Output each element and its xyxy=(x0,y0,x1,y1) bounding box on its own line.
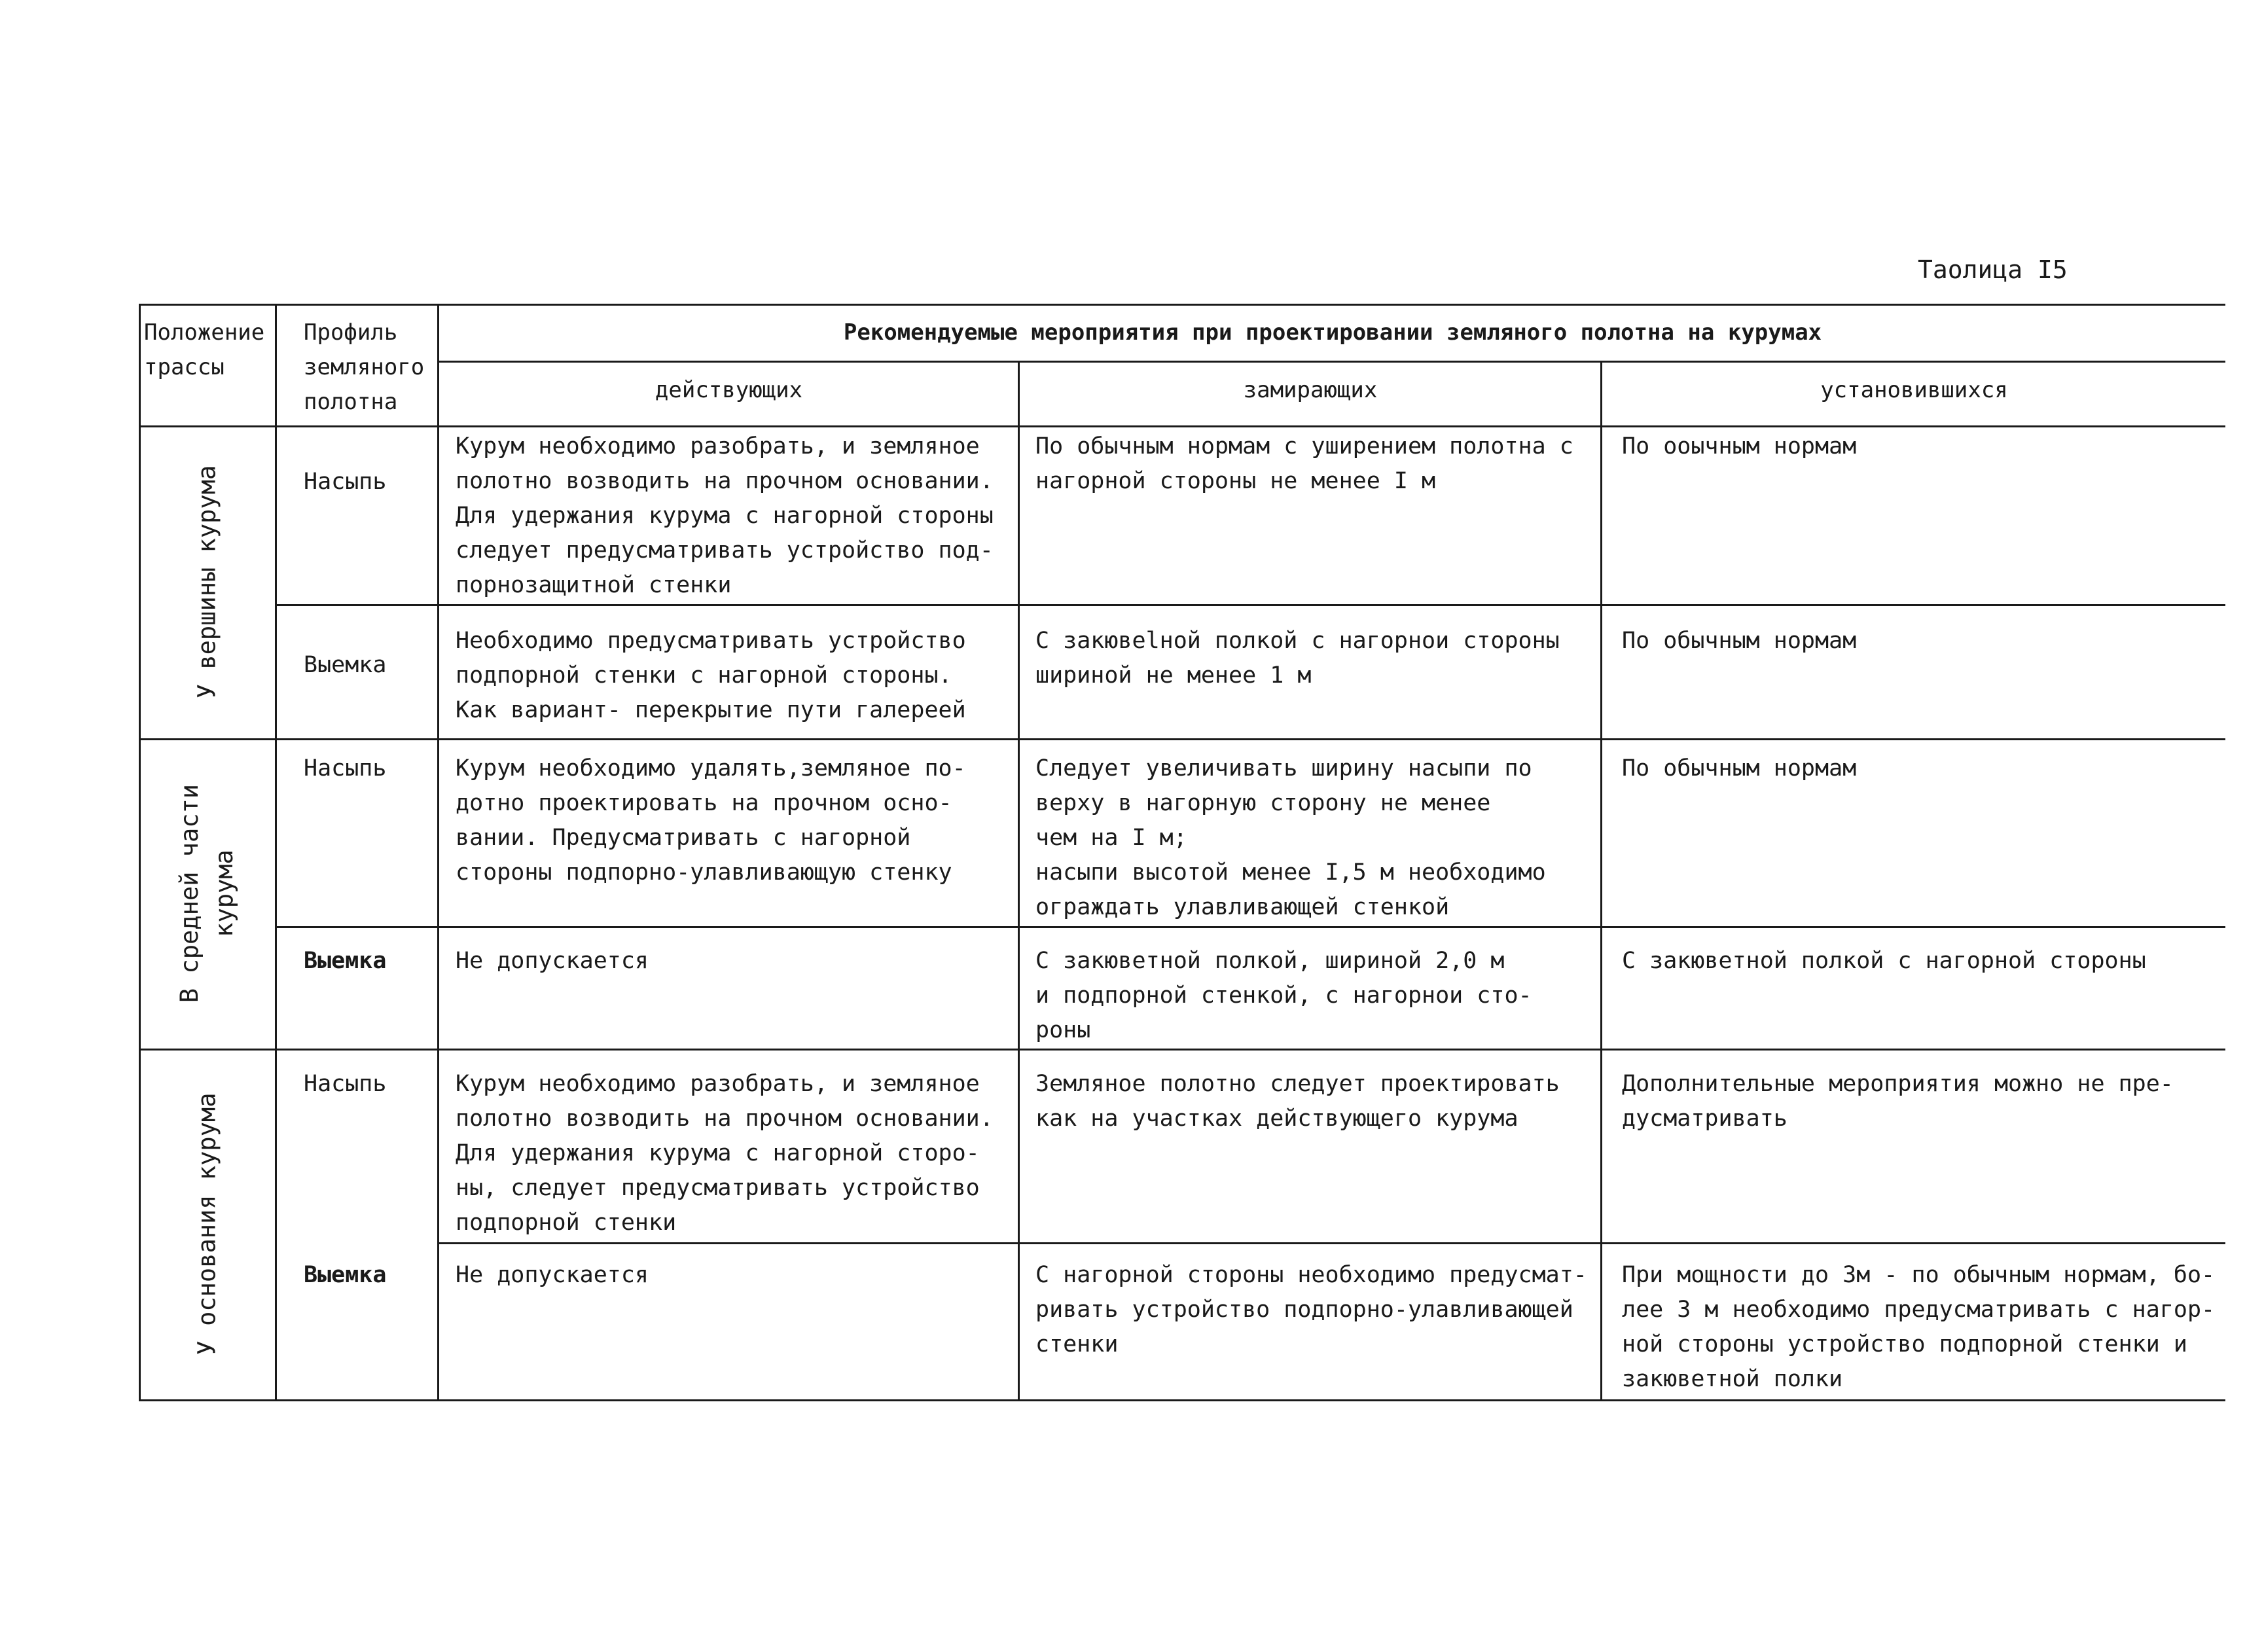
row5-profile: Насыпь xyxy=(304,1071,387,1097)
table-left-rule xyxy=(139,304,141,1401)
row2-settled: По обычным нормам xyxy=(1622,628,1857,654)
active-fading-divider xyxy=(1018,361,1020,1401)
row1-bottom-rule xyxy=(275,604,2225,606)
row3-active: Курум необходимо удалять,земляное по- дотно проектировать на прочном осно- вании. Предусматривать с нагорной стороны подпорно-улавливающую стенку xyxy=(456,755,966,886)
position-profile-divider xyxy=(275,304,277,1401)
subheader-settled: установившихся xyxy=(1820,377,2008,403)
row1-profile: Насыпь xyxy=(304,469,387,495)
row6-settled: При мощности до 3м - по обычным нормам, бо- лее 3 м необходимо предусматривать с нагор- ной стороны устройство подпорной стенки и закюветной полки xyxy=(1622,1262,2216,1392)
group2-bottom-rule xyxy=(139,1049,2225,1050)
row3-settled: По обычным нормам xyxy=(1622,755,1857,781)
row5-bottom-rule xyxy=(437,1242,2225,1244)
row6-profile: Выемка xyxy=(304,1262,387,1288)
row6-active: Не допускается xyxy=(456,1262,649,1288)
row5-active: Курум необходимо разобрать, и земляное полотно возводить на прочном основании. Для удержания курума с нагорной сторо- ны, следует предусматривать устройство подпорной стенки xyxy=(456,1071,994,1236)
row4-settled: С закюветной полкой с нагорной стороны xyxy=(1622,948,2146,974)
row4-profile: Выемка xyxy=(304,948,387,974)
row3-fading: Следует увеличивать ширину насыпи по верху в нагорную сторону не менее чем на I м; насыпи высотой менее I,5 м необходимо ограждать улавливающей стенкой xyxy=(1035,755,1546,920)
fading-settled-divider xyxy=(1600,361,1602,1401)
header-recommended-measures: Рекомендуемые мероприятия при проектировании земляного полотна на курумах xyxy=(843,319,1822,346)
subheader-fading: замирающих xyxy=(1243,377,1378,403)
row2-fading: С закювеlной полкой с нагорнои стороны шириной не менее 1 м xyxy=(1035,628,1560,689)
row5-settled: Дополнительные мероприятия можно не пре- дусматривать xyxy=(1622,1071,2174,1132)
header-profile: Профиль земляного полотна xyxy=(304,319,425,415)
table-bottom-rule xyxy=(139,1399,2225,1401)
row6-fading: С нагорной стороны необходимо предусмат- ривать устройство подпорно-улавливающей стенки xyxy=(1035,1262,1587,1357)
header-bottom-rule xyxy=(139,425,2225,427)
row5-fading: Земляное полотно следует проектировать как на участках действующего курума xyxy=(1035,1071,1560,1132)
row1-fading: По обычным нормам с уширением полотна с нагорной стороны не менее I м xyxy=(1035,433,1573,494)
row2-active: Необходимо предусматривать устройство подпорной стенки с нагорной стороны. Как вариант- перекрытие пути галереей xyxy=(456,628,966,723)
table-top-rule xyxy=(139,304,2225,306)
profile-active-divider xyxy=(437,304,439,1401)
row3-bottom-rule xyxy=(275,926,2225,928)
subheader-active: действующих xyxy=(655,377,803,403)
group1-bottom-rule xyxy=(139,738,2225,740)
row1-active: Курум необходимо разобрать, и земляное полотно возводить на прочном основании. Для удержания курума с нагорной стороны следует предусматривать устройство под- порнозащитной стенки xyxy=(456,433,994,598)
header-sub-rule xyxy=(437,361,2225,363)
row1-settled: По ооычным нормам xyxy=(1622,433,1857,459)
row2-profile: Выемка xyxy=(304,652,387,678)
table-number-label: Таолица I5 xyxy=(1918,255,2068,284)
group-label-top: У вершины курума xyxy=(192,465,221,699)
row4-active: Не допускается xyxy=(456,948,649,974)
group-label-base: У основания курума xyxy=(192,1092,221,1356)
group-label-middle: В средней части курума xyxy=(175,783,238,1003)
row3-profile: Насыпь xyxy=(304,755,387,781)
header-position: Положение трассы xyxy=(144,319,265,380)
row4-fading: С закюветной полкой, шириной 2,0 м и подпорной стенкой, с нагорнои сто- роны xyxy=(1035,948,1532,1043)
